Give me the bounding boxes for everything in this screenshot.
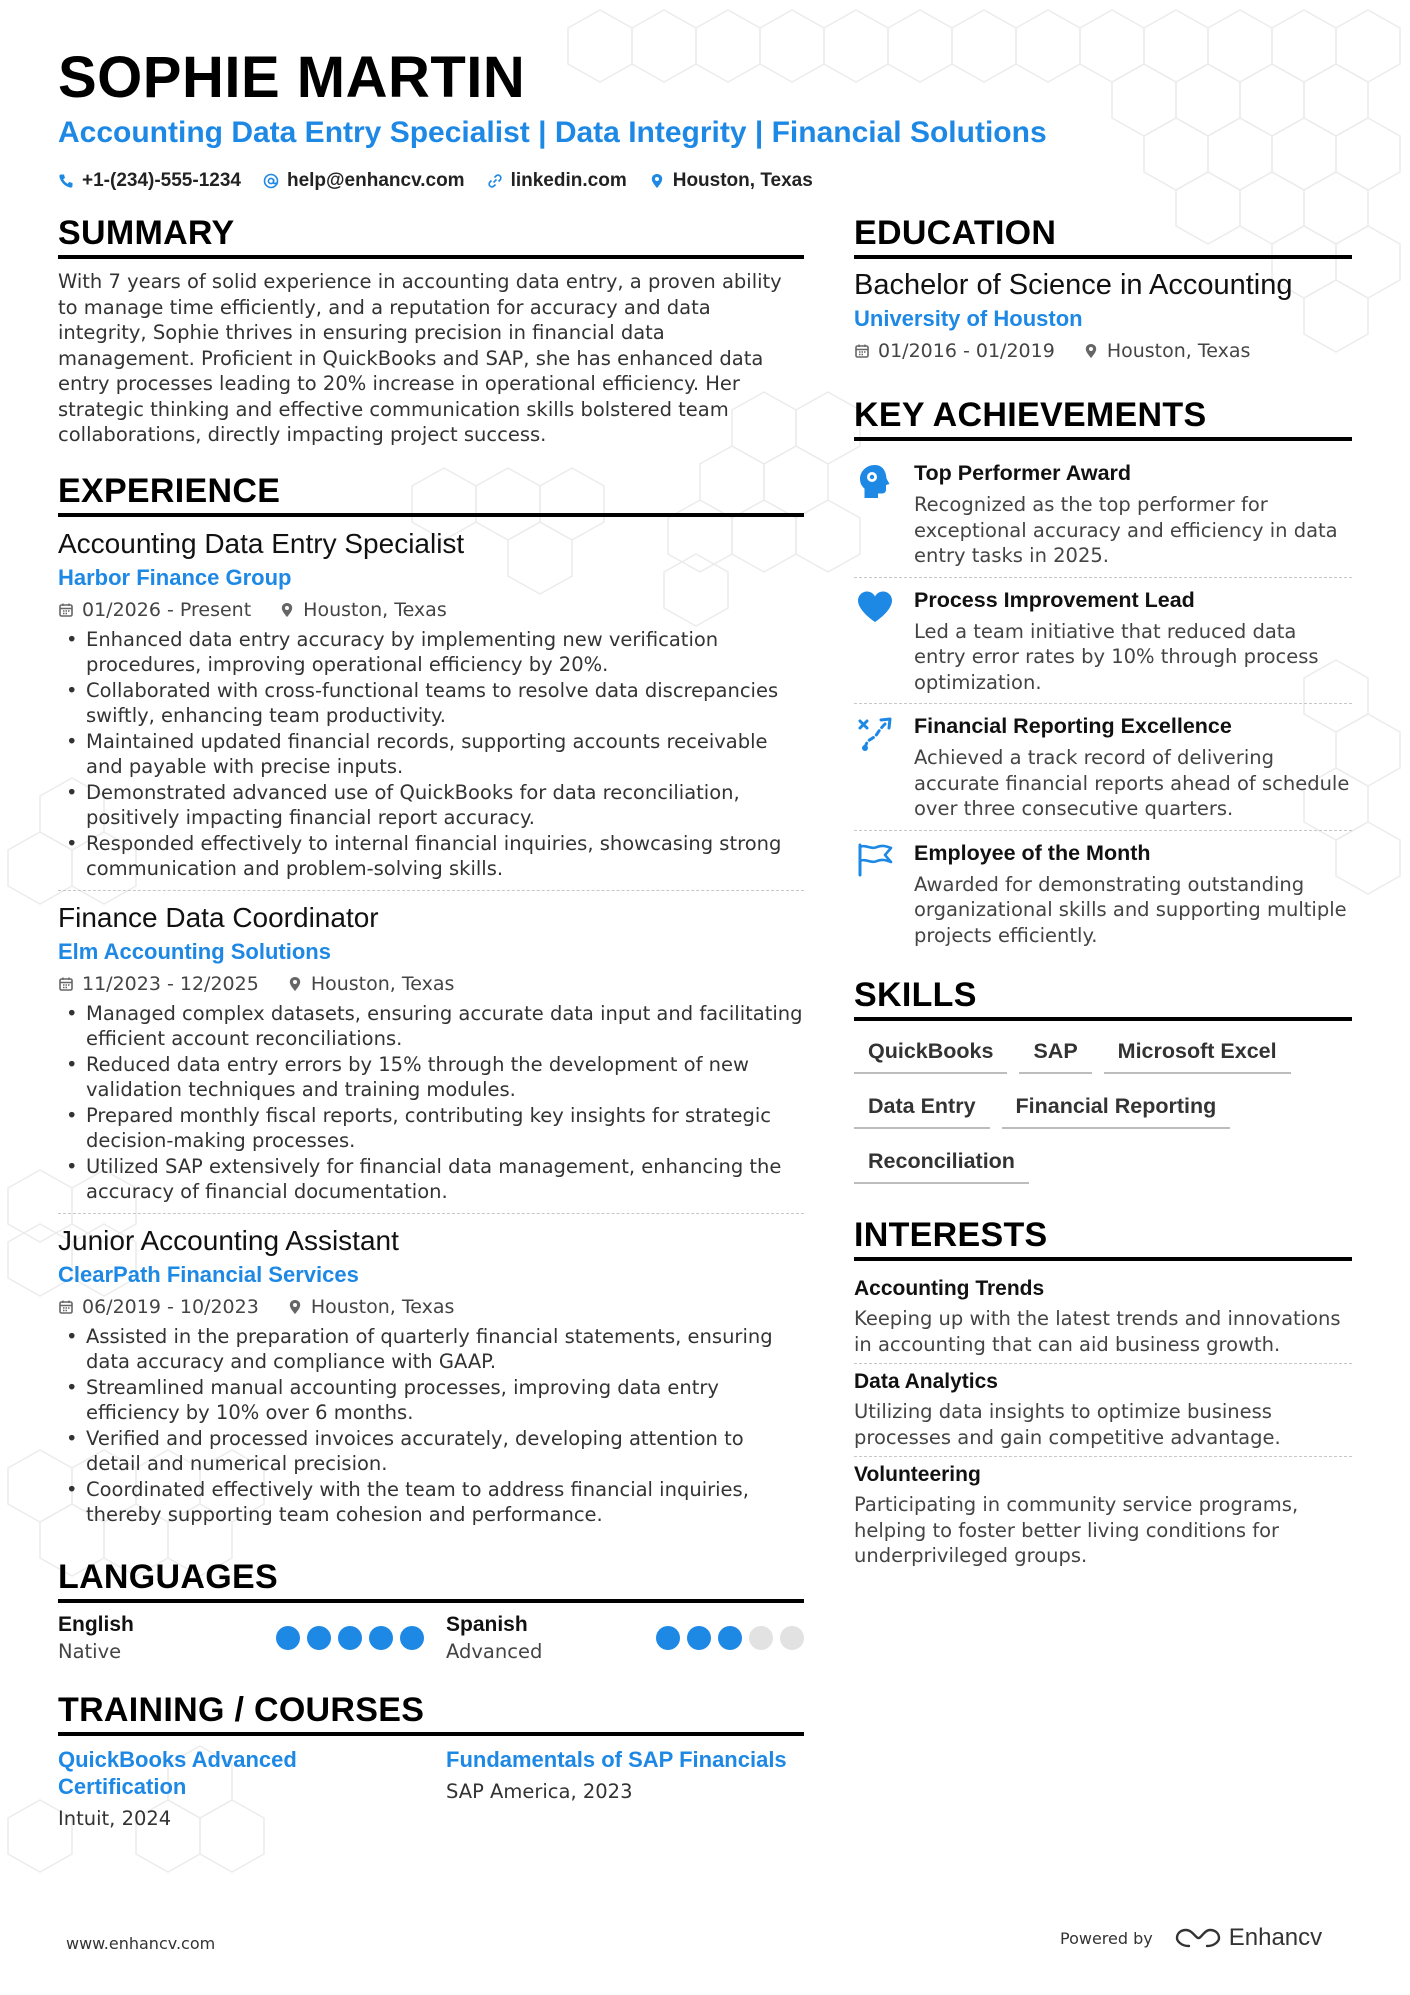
job-location: Houston, Texas [303, 598, 447, 621]
interests-section [854, 1216, 1352, 1575]
company-name[interactable]: ClearPath Financial Services [58, 1261, 359, 1287]
job-meta [58, 599, 804, 621]
bullet-item: • Enhanced data entry accuracy by implementing new verification procedures, improving operational efficiency by 20%. [58, 627, 804, 678]
company-name[interactable]: Elm Accounting Solutions [58, 938, 331, 964]
summary-section [58, 214, 804, 448]
rating-dot-empty [749, 1626, 773, 1650]
languages-section [58, 1558, 804, 1663]
job-entry [58, 527, 804, 890]
bullet-item: • Coordinated effectively with the team to address financial inquiries, thereby supporting team cohesion and performance. [58, 1477, 804, 1528]
summary-text: With 7 years of solid experience in accounting data entry, a proven ability to manage time efficiently, and a reputation for accuracy and data integrity, Sophie thrives in ensuring precision in financial data management. Proficient in QuickBooks and SAP, she has enhanced data entry processes leading to 20% increase in operational efficiency. Her strategic thinking and effective communication skills bolstered team collaborations, directly impacting project success. [58, 270, 782, 446]
language-name: English [58, 1612, 134, 1636]
rating-dot-filled [276, 1626, 300, 1650]
calendar-icon [854, 343, 870, 359]
interests-title: INTERESTS [854, 1216, 1352, 1261]
school-name[interactable]: University of Houston [854, 306, 1083, 331]
job-entry [58, 890, 804, 1213]
language-item [446, 1613, 804, 1663]
interest-item [854, 1363, 1352, 1456]
location-pin-icon [287, 976, 303, 992]
language-item [58, 1613, 446, 1663]
skill-tag: Data Entry [854, 1088, 990, 1129]
bullet-item: • Responded effectively to internal financial inquiries, showcasing strong communication and problem-solving skills. [58, 831, 804, 882]
course-item [58, 1746, 446, 1830]
bullet-item: • Managed complex datasets, ensuring accurate data input and facilitating efficient account reconciliations. [58, 1001, 804, 1052]
job-bullets [58, 1001, 804, 1205]
contact-linkedin[interactable] [487, 170, 627, 192]
achievements-section [854, 396, 1352, 956]
interest-title: Data Analytics [854, 1370, 998, 1393]
course-provider: SAP America, 2023 [446, 1779, 633, 1803]
course-list [58, 1746, 804, 1830]
route-icon [857, 716, 893, 752]
right-column [854, 214, 1352, 1575]
interest-item [854, 1456, 1352, 1575]
job-dates: 06/2019 - 10/2023 [82, 1295, 259, 1318]
skills-title: SKILLS [854, 976, 1352, 1021]
skill-tag: Microsoft Excel [1104, 1033, 1291, 1074]
job-title: Finance Data Coordinator [58, 901, 379, 933]
education-dates: 01/2016 - 01/2019 [878, 340, 1055, 362]
skill-tag: SAP [1019, 1033, 1091, 1074]
job-bullets [58, 1324, 804, 1528]
course-title[interactable]: Fundamentals of SAP Financials [446, 1746, 787, 1772]
location-pin-icon [279, 602, 295, 618]
language-rating [656, 1626, 804, 1650]
rating-dot-filled [656, 1626, 680, 1650]
rating-dot-filled [718, 1626, 742, 1650]
rating-dot-filled [307, 1626, 331, 1650]
interest-title: Accounting Trends [854, 1277, 1045, 1300]
head-icon [858, 463, 892, 501]
job-title: Accounting Data Entry Specialist [58, 527, 465, 559]
calendar-icon [58, 602, 74, 618]
bullet-item: • Reduced data entry errors by 15% through the development of new validation techniques and training modules. [58, 1052, 804, 1103]
interest-desc: Participating in community service programs, helping to foster better living conditions for underprivileged groups. [854, 1493, 1299, 1567]
language-name: Spanish [446, 1612, 528, 1636]
brand-name: Enhancv [1228, 1924, 1323, 1951]
education-section [854, 214, 1352, 362]
candidate-name: SOPHIE MARTIN [58, 45, 526, 110]
job-title: Junior Accounting Assistant [58, 1224, 399, 1256]
job-entry [58, 1213, 804, 1536]
language-level: Native [58, 1639, 122, 1663]
experience-section [58, 472, 804, 1536]
course-title[interactable]: QuickBooks Advanced Certification [58, 1746, 297, 1799]
language-list [58, 1613, 804, 1663]
bullet-item: • Utilized SAP extensively for financial data management, enhancing the accuracy of financial documentation. [58, 1154, 804, 1205]
skills-section [854, 976, 1352, 1184]
phone-icon [58, 173, 74, 189]
rating-dot-filled [400, 1626, 424, 1650]
contact-bar [58, 170, 813, 192]
contact-location [649, 170, 813, 192]
bullet-item: • Demonstrated advanced use of QuickBooks for data reconciliation, positively impacting financial report accuracy. [58, 780, 804, 831]
achievement-title: Employee of the Month [914, 840, 1151, 865]
education-location: Houston, Texas [1106, 340, 1251, 362]
languages-title: LANGUAGES [58, 1558, 804, 1603]
job-location: Houston, Texas [310, 972, 455, 995]
email-text: help@enhancv.com [286, 170, 465, 191]
location-text: Houston, Texas [672, 170, 813, 191]
brand-logo [1175, 1924, 1322, 1952]
headline: Accounting Data Entry Specialist | Data Integrity | Financial Solutions [58, 116, 1047, 149]
heart-icon [856, 590, 894, 624]
interest-item [854, 1271, 1352, 1363]
skill-list [854, 1033, 1352, 1184]
achievement-title: Process Improvement Lead [914, 587, 1195, 612]
training-title: TRAINING / COURSES [58, 1691, 804, 1736]
achievement-title: Financial Reporting Excellence [914, 714, 1232, 738]
bullet-item: • Verified and processed invoices accurately, developing attention to detail and numerical precision. [58, 1426, 804, 1477]
language-level: Advanced [446, 1639, 543, 1663]
location-pin-icon [1083, 343, 1099, 359]
achievement-item [854, 451, 1352, 577]
at-sign-icon [263, 173, 279, 189]
phone-text: +1-(234)-555-1234 [82, 170, 241, 191]
bullet-item: • Collaborated with cross-functional teams to resolve data discrepancies swiftly, enhancing team productivity. [58, 678, 804, 729]
rating-dot-empty [780, 1626, 804, 1650]
summary-title: SUMMARY [58, 214, 804, 259]
bullet-item: • Assisted in the preparation of quarterly financial statements, ensuring data accuracy and compliance with GAAP. [58, 1324, 804, 1375]
achievement-desc: Recognized as the top performer for exceptional accuracy and efficiency in data entry tasks in 2025. [914, 493, 1338, 567]
calendar-icon [58, 1299, 74, 1315]
interest-title: Volunteering [854, 1463, 981, 1486]
calendar-icon [58, 976, 74, 992]
achievement-item [854, 703, 1352, 830]
flag-icon [856, 843, 894, 877]
enhancv-logo-icon [1175, 1926, 1221, 1950]
education-title: EDUCATION [854, 214, 1352, 259]
language-rating [276, 1626, 424, 1650]
bullet-item: • Streamlined manual accounting processes, improving data entry efficiency by 10% over 6 months. [58, 1375, 804, 1426]
achievement-desc: Led a team initiative that reduced data entry error rates by 10% through process optimization. [914, 619, 1319, 694]
job-dates: 11/2023 - 12/2025 [82, 972, 259, 995]
location-pin-icon [649, 173, 665, 189]
achievement-title: Top Performer Award [914, 461, 1132, 485]
contact-phone[interactable] [58, 170, 241, 192]
rating-dot-filled [369, 1626, 393, 1650]
powered-by-label: Powered by [1060, 1928, 1153, 1948]
degree: Bachelor of Science in Accounting [854, 269, 1293, 301]
bullet-item: • Prepared monthly fiscal reports, contributing key insights for strategic decision-making processes. [58, 1103, 804, 1154]
job-meta [58, 973, 804, 995]
linkedin-text: linkedin.com [510, 170, 627, 191]
left-column [58, 214, 804, 1830]
job-location: Houston, Texas [310, 1295, 455, 1318]
skill-tag: Financial Reporting [1002, 1088, 1231, 1129]
job-bullets [58, 627, 804, 882]
contact-email[interactable] [263, 170, 465, 192]
link-icon [487, 173, 503, 189]
course-item [446, 1746, 804, 1830]
job-meta [58, 1296, 804, 1318]
training-section [58, 1691, 804, 1830]
achievements-title: KEY ACHIEVEMENTS [854, 396, 1352, 441]
rating-dot-filled [687, 1626, 711, 1650]
interest-desc: Keeping up with the latest trends and innovations in accounting that can aid business growth. [854, 1307, 1341, 1356]
education-meta [854, 340, 1352, 362]
company-name[interactable]: Harbor Finance Group [58, 564, 292, 590]
footer-website[interactable]: www.enhancv.com [66, 1934, 216, 1953]
location-pin-icon [287, 1299, 303, 1315]
experience-title: EXPERIENCE [58, 472, 804, 517]
skill-tag: Reconciliation [854, 1143, 1029, 1184]
rating-dot-filled [338, 1626, 362, 1650]
achievement-desc: Achieved a track record of delivering accurate financial reports ahead of schedule over three consecutive quarters. [914, 746, 1350, 820]
achievement-desc: Awarded for demonstrating outstanding organizational skills and supporting multiple projects efficiently. [914, 872, 1347, 947]
achievement-item [854, 830, 1352, 957]
job-dates: 01/2026 - Present [82, 598, 252, 621]
interest-desc: Utilizing data insights to optimize business processes and gain competitive advantage. [854, 1400, 1281, 1449]
achievement-item [854, 577, 1352, 704]
bullet-item: • Maintained updated financial records, supporting accounts receivable and payable with precise inputs. [58, 729, 804, 780]
course-provider: Intuit, 2024 [58, 1806, 172, 1830]
footer-branding[interactable] [1060, 1924, 1322, 1952]
skill-tag: QuickBooks [854, 1033, 1007, 1074]
